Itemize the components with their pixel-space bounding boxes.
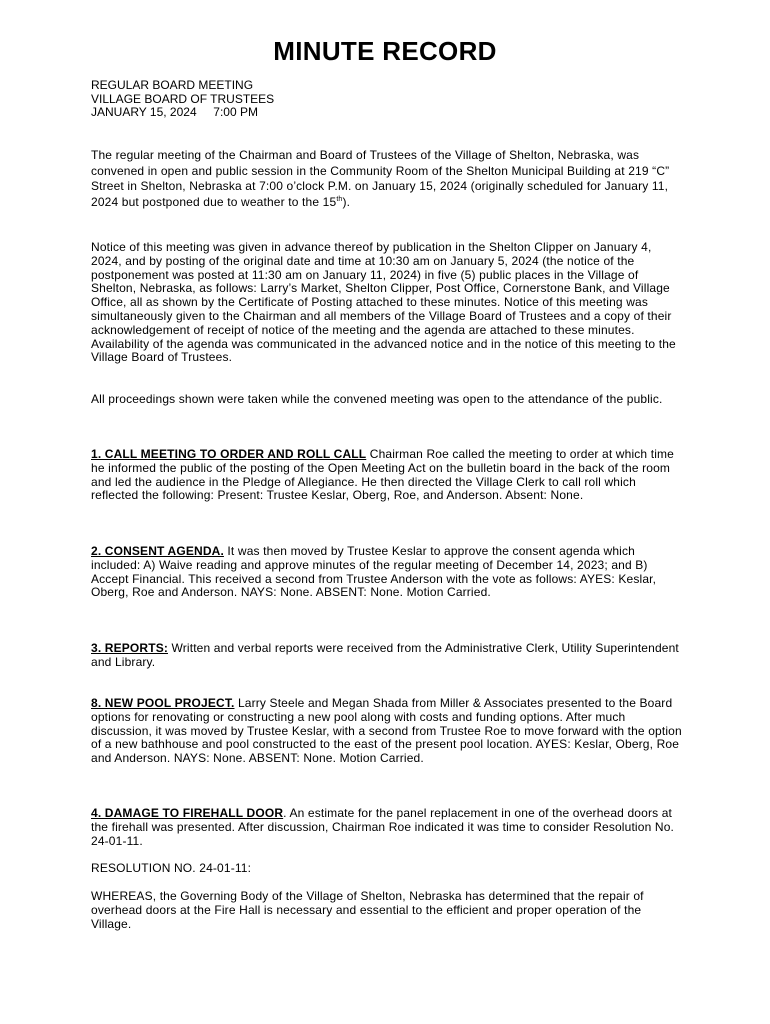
item-heading: 8. NEW POOL PROJECT.: [91, 696, 235, 710]
item-heading: 1. CALL MEETING TO ORDER AND ROLL CALL: [91, 447, 367, 461]
intro-paragraph: The regular meeting of the Chairman and Board of Trustees of the Village of Shelton, Nebraska, was convened in open and public session in the Community Room of the Shelton Municipal Building at 219 “C” Street in Shelton, Nebraska at 7:00 o’clock P.M. on January 15, 2024 (originally scheduled for January 11, 2024 but postponed due to weather to the 15th).: [91, 148, 670, 209]
item-body: Larry Steele and Megan Shada from Miller & Associates presented to the Board options for renovating or constructing a new pool along with costs and funding options. After much discussion, it was moved by Trustee Keslar, with a second from Trustee Roe to move forward with the option of a new bathhouse and pool constructed to the east of the present pool location. AYES: Keslar, Oberg, Roe and Anderson. NAYS: None. ABSENT: None. Motion Carried.: [91, 696, 682, 766]
item-heading: 3. REPORTS:: [91, 641, 168, 655]
item-reports: [91, 642, 683, 670]
item-body: . An estimate for the panel replacement in one of the overhead doors at the firehall was presented. After discussion, Chairman Roe indicated it was time to consider Resolution No. 24-01-11.: [91, 806, 674, 848]
item-consent-agenda: [91, 545, 683, 600]
resolution-whereas: WHEREAS, the Governing Body of the Village of Shelton, Nebraska has determined that the repair of overhead doors at the Fire Hall is necessary and essential to the efficient and proper operation of the Village.: [91, 889, 644, 931]
item-call-to-order: [91, 448, 683, 503]
page-title: MINUTE RECORD: [273, 36, 497, 66]
board-name: VILLAGE BOARD OF TRUSTEES: [91, 91, 275, 106]
meeting-date: JANUARY 15, 2024: [91, 105, 197, 120]
item-heading: 4. DAMAGE TO FIREHALL DOOR: [91, 806, 284, 820]
item-body: Written and verbal reports were received from the Administrative Clerk, Utility Superintendent and Library.: [91, 641, 679, 669]
meeting-header: [91, 79, 274, 120]
public-attendance-paragraph: All proceedings shown were taken while the convened meeting was open to the attendance of the public.: [91, 392, 663, 406]
meeting-time: 7:00 PM: [213, 105, 258, 120]
meeting-type: REGULAR BOARD MEETING: [91, 78, 254, 92]
notice-paragraph: Notice of this meeting was given in advance thereof by publication in the Shelton Clipper on January 4, 2024, and by posting of the original date and time at 10:30 am on January 5, 2024 (the notice of the postponement was posted at 11:30 am on January 11, 2024) in five (5) public places in the Village of Shelton, Nebraska, as follows: Larry’s Market, Shelton Clipper, Post Office, Cornerstone Bank, and Village Office, all as shown by the Certificate of Posting attached to these minutes. Notice of this meeting was simultaneously given to the Chairman and all members of the Village Board of Trustees and a copy of their acknowledgement of receipt of notice of the meeting and the agenda are attached to these minutes. Availability of the agenda was communicated in the advanced notice and in the notice of this meeting to the Village Board of Trustees.: [91, 240, 676, 365]
item-firehall-door: [91, 807, 683, 848]
resolution-label: RESOLUTION NO. 24-01-11:: [91, 861, 252, 875]
item-heading: 2. CONSENT AGENDA.: [91, 544, 224, 558]
item-new-pool-project: [91, 697, 683, 766]
ordinal-suffix: th: [336, 195, 343, 203]
meeting-datetime: [91, 106, 274, 120]
item-body: Chairman Roe called the meeting to order at which time he informed the public of the posting of the Open Meeting Act on the bulletin board in the back of the room and led the audience in the Pledge of Allegiance. He then directed the Village Clerk to call roll which reflected the following: Present: Trustee Keslar, Oberg, Roe, and Anderson. Absent: None.: [91, 447, 674, 503]
item-body: It was then moved by Trustee Keslar to approve the consent agenda which included: A) Waive reading and approve minutes of the regular meeting of December 14, 2023; and B) Accept Financial. This received a second from Trustee Anderson with the vote as follows: AYES: Keslar, Oberg, Roe and Anderson. NAYS: None. ABSENT: None. Motion Carried.: [91, 544, 657, 600]
